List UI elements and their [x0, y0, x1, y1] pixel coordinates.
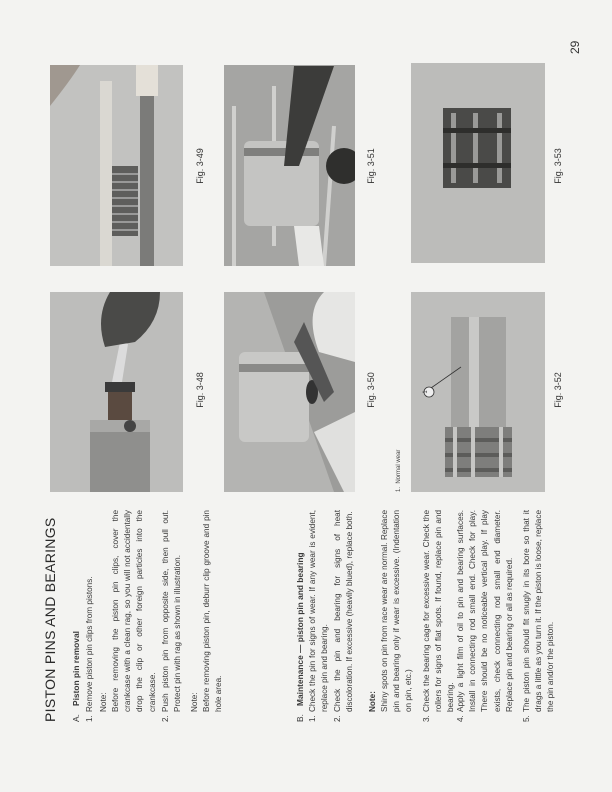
caption-fig-3-50: Fig. 3-50: [366, 372, 376, 408]
page-title: PISTON PINS AND BEARINGS: [42, 517, 58, 722]
step-number: 2.: [333, 715, 342, 722]
step-number: 2.: [161, 715, 170, 722]
step-text: Apply a light film of oil to pin and bearing surfaces. Install in connecting rod small end. Check for play. There should be no noticeable vertical play. If play exists, check connecting rod small end diameter. Replace pin and bearing or all as required.: [456, 510, 514, 712]
photo-fig-3-49: [50, 65, 183, 266]
pin-and-bearing-image: [411, 292, 545, 492]
step-text: The piston pin should fit snugly in its bore so that it drags a little as you turn it. If the piston is loose, replace the pin and/or the piston.: [522, 510, 556, 712]
section-a-heading: [70, 510, 82, 722]
section-b-step-3: [421, 510, 458, 722]
pull-pin-image: [224, 65, 355, 266]
caption-fig-3-48: Fig. 3-48: [195, 372, 205, 408]
fig-3-52-legend: 1. Normal wear: [396, 449, 402, 492]
photo-fig-3-53: [411, 63, 545, 263]
step-text: Remove piston pin clips from pistons.: [85, 576, 94, 712]
callout-number: 1: [423, 390, 429, 394]
section-a-step-2: [160, 510, 184, 722]
note-label: Note:: [190, 692, 199, 712]
clip-removal-image: [50, 292, 183, 492]
caption-fig-3-53: Fig. 3-53: [553, 148, 563, 184]
note-label: Note:: [99, 692, 108, 712]
section-b-heading: [294, 510, 306, 722]
page-number: 29: [568, 40, 582, 54]
section-b-step-2: [332, 510, 356, 722]
step-number: 1.: [308, 715, 317, 722]
section-heading-text: Piston pin removal: [71, 631, 81, 706]
push-pin-image: [224, 292, 355, 492]
step-text: Check the bearing cage for excessive wear. Check the rollers for signs of flat spots. If found, replace pin and bearing.: [422, 510, 456, 712]
section-b-step-5: [521, 510, 558, 722]
step-text: Check the pin and bearing for signs of heat discoloration. If excessive (heavily blued), replace both.: [333, 510, 355, 712]
note-label: Note:: [368, 691, 377, 712]
step-number: 5.: [522, 715, 531, 722]
note-text: Shiny spots on pin from race wear are normal. Replace pin and bearing only if wear is excessive. (Indentation on pin, etc.): [380, 510, 414, 712]
caption-fig-3-49: Fig. 3-49: [195, 148, 205, 184]
caption-fig-3-51: Fig. 3-51: [366, 148, 376, 184]
step-number: 3.: [422, 715, 431, 722]
piston-pin-rag-image: [50, 65, 183, 266]
step-text: Push piston pin from opposite side, then pull out. Protect pin with rag as shown in illustration.: [161, 510, 183, 712]
needle-bearing-image: [411, 63, 545, 263]
step-text: Check the pin for signs of wear. If any wear is evident, replace pin and bearing.: [308, 510, 330, 712]
note-text: Before removing piston pin, deburr clip groove and pin hole area.: [202, 510, 224, 712]
photo-fig-3-50: [224, 292, 355, 492]
photo-fig-3-52: [411, 292, 545, 492]
step-number: 4.: [456, 715, 465, 722]
section-b-step-1: [307, 510, 331, 722]
section-letter: B.: [295, 714, 305, 722]
section-heading-text: Maintenance — piston pin and bearing: [295, 552, 305, 706]
caption-fig-3-52: Fig. 3-52: [553, 372, 563, 408]
photo-fig-3-51: [224, 65, 355, 266]
note-text: Before removing the piston pin clips, cover the crankcase with a clean rag, so you will not accidentally drop the clip or other foreign particles into the crankcase.: [111, 510, 157, 712]
step-number: 1.: [85, 715, 94, 722]
photo-fig-3-48: [50, 292, 183, 492]
section-a-step-1: [84, 510, 96, 722]
section-letter: A.: [71, 714, 81, 722]
section-b-step-4: [455, 510, 516, 722]
